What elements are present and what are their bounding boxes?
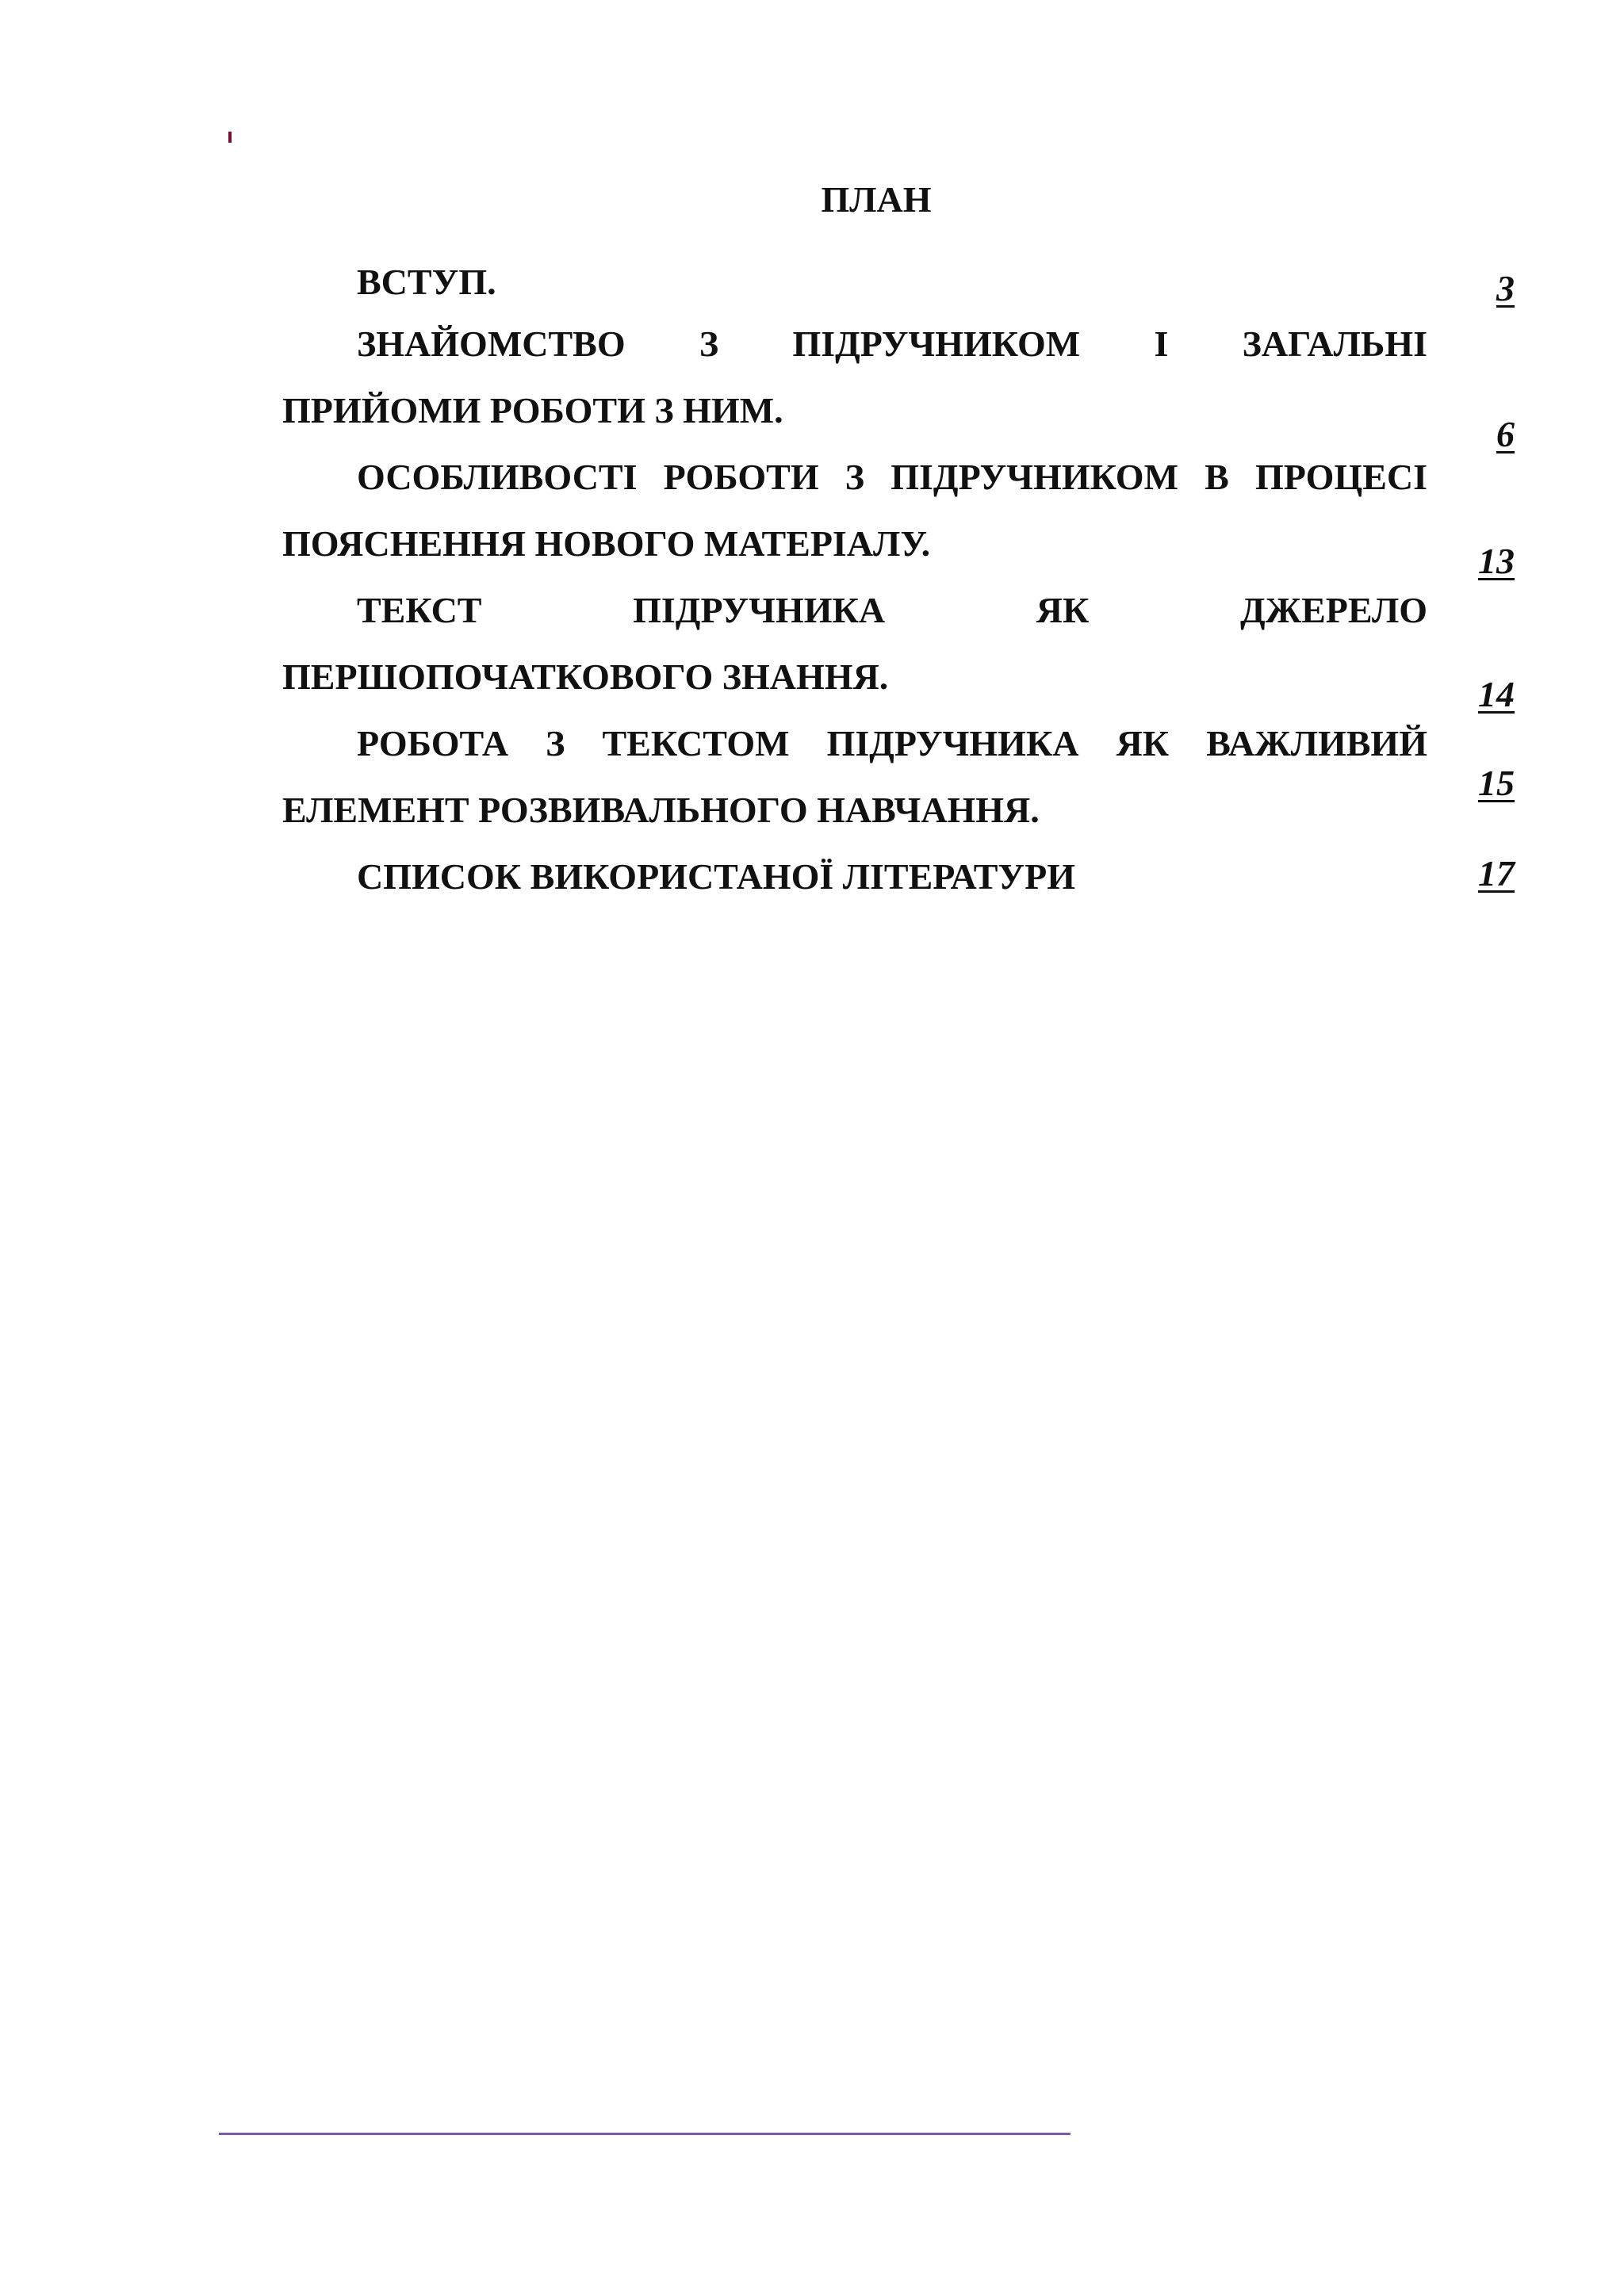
toc-page-number-textbook-intro[interactable]: 6 <box>1496 414 1515 454</box>
footnote-separator <box>219 2133 1071 2135</box>
toc-entry-references-line-1: СПИСОК ВИКОРИСТАНОЇ ЛІТЕРАТУРИ <box>357 856 1076 897</box>
toc-entry-developmental-learning-line-1: РОБОТА З ТЕКСТОМ ПІДРУЧНИКА ЯК ВАЖЛИВИЙ <box>357 723 1427 763</box>
toc-entry-new-material-line-1: ОСОБЛИВОСТІ РОБОТИ З ПІДРУЧНИКОМ В ПРОЦЕСІ <box>357 457 1427 497</box>
toc-entry-primary-knowledge-line-2: ПЕРШОПОЧАТКОВОГО ЗНАННЯ. <box>282 656 889 697</box>
margin-marker <box>228 132 232 143</box>
page-title: ПЛАН <box>821 179 932 220</box>
toc-page-number-intro[interactable]: 3 <box>1496 268 1515 308</box>
toc-page-number-new-material[interactable]: 13 <box>1478 541 1515 581</box>
toc-page-number-references[interactable]: 17 <box>1478 853 1515 894</box>
toc-entry-new-material-line-2: ПОЯСНЕННЯ НОВОГО МАТЕРІАЛУ. <box>282 523 931 564</box>
toc-entry-textbook-intro-line-1: ЗНАЙОМСТВО З ПІДРУЧНИКОМ І ЗАГАЛЬНІ <box>357 323 1427 364</box>
toc-entry-developmental-learning-line-2: ЕЛЕМЕНТ РОЗВИВАЛЬНОГО НАВЧАННЯ. <box>282 790 1040 830</box>
toc-page-number-primary-knowledge[interactable]: 14 <box>1478 674 1515 714</box>
toc-entry-textbook-intro-line-2: ПРИЙОМИ РОБОТИ З НИМ. <box>282 390 783 430</box>
toc-page-number-developmental-learning[interactable]: 15 <box>1478 763 1515 803</box>
toc-entry-intro-line-1: ВСТУП. <box>357 262 496 302</box>
toc-entry-primary-knowledge-line-1: ТЕКСТ ПІДРУЧНИКА ЯК ДЖЕРЕЛО <box>357 590 1427 630</box>
